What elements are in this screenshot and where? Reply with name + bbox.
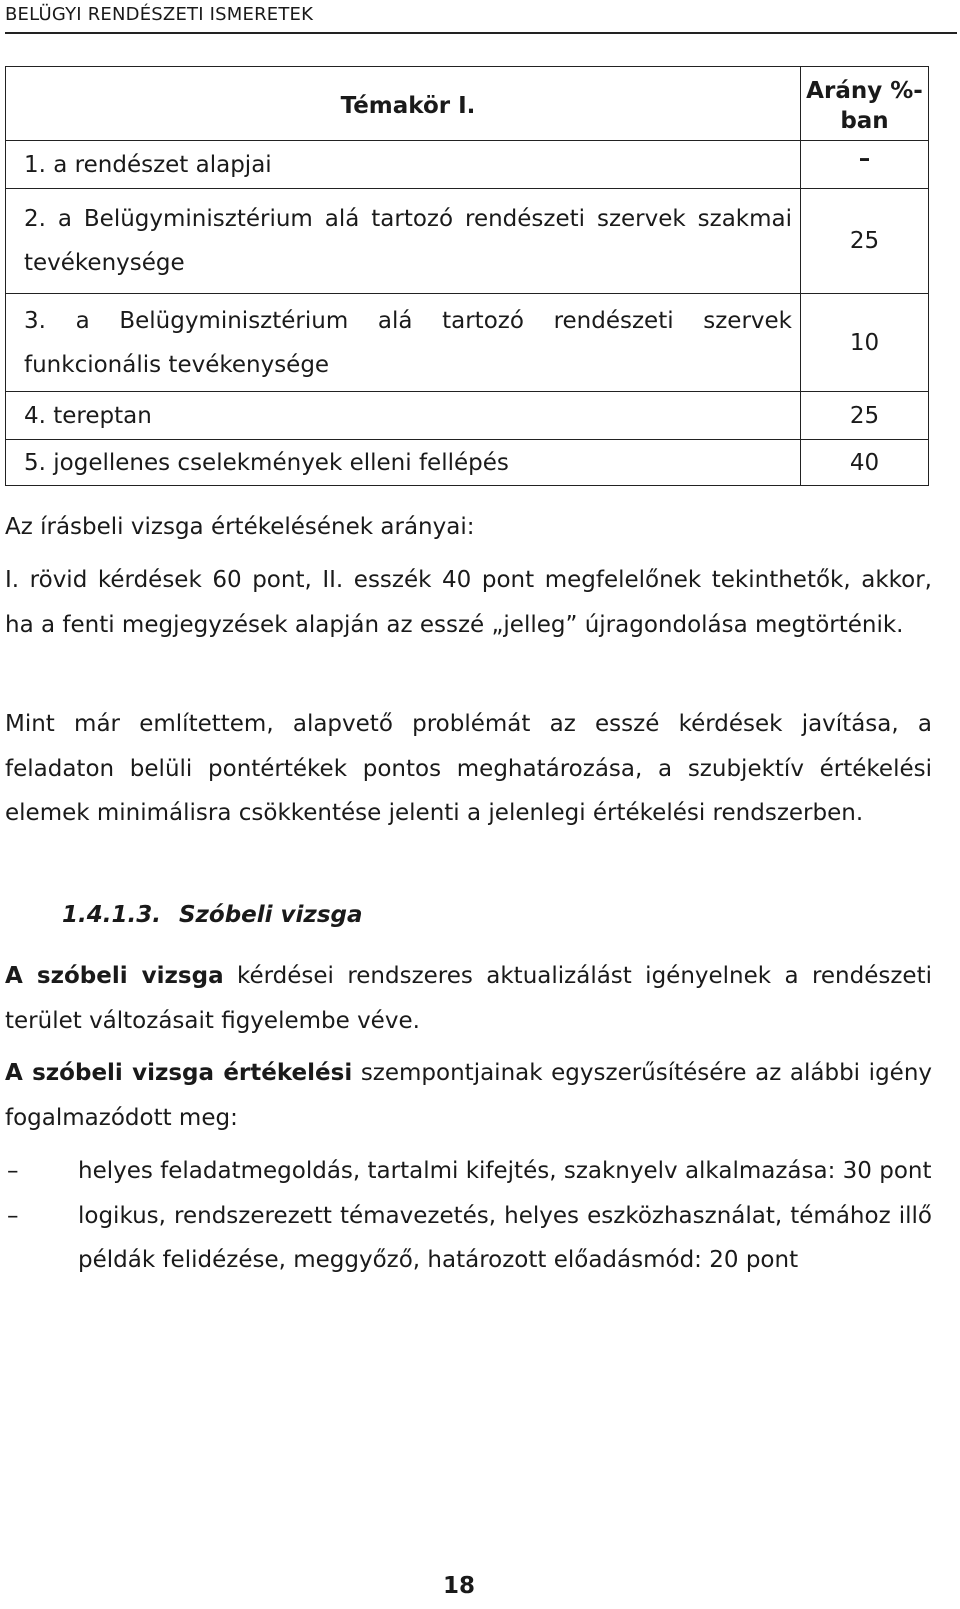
header-rule [5, 32, 957, 34]
value-cell: 25 [801, 189, 929, 294]
bold-lead: A szóbeli vizsga [5, 963, 224, 989]
paragraph-oral-exam [5, 954, 932, 1043]
topic-cell: 4. tereptan [6, 392, 801, 440]
value-cell: 25 [801, 392, 929, 440]
table-row [6, 189, 929, 294]
topic-cell: 1. a rendészet alapjai [6, 141, 801, 189]
list-item-text: logikus, rendszerezett témavezetés, helyes eszközhasználat, témához illő példák felidézése, meggyőző, határozott előadásmód: 20 pont [78, 1202, 932, 1273]
topic-cell: 3. a Belügyminisztérium alá tartozó rendészeti szervek funkcionális tevékenysége [6, 294, 801, 392]
value-cell: 10 [801, 294, 929, 392]
table-row [6, 392, 929, 440]
table-row [6, 440, 929, 486]
list-item [5, 1194, 932, 1283]
list-item-text: helyes feladatmegoldás, tartalmi kifejtés, szaknyelv alkalmazása: 30 pont [78, 1158, 932, 1184]
table-row [6, 141, 929, 189]
dash-bullet: – [7, 1202, 19, 1229]
paragraph-ratios: I. rövid kérdések 60 pont, II. esszék 40 pont megfelelőnek tekinthetők, akkor, ha a fenti megjegyzések alapján az esszé „jelleg” újragondolása megtörténik. [5, 567, 932, 638]
paragraph-oral-evaluation [5, 1051, 932, 1140]
ratio-column-header: Arány %-ban [801, 67, 929, 141]
paragraph-rest: szempontjainak egyszerűsítésére az alábbi igény fogalmazódott meg: [5, 1060, 933, 1131]
topic-column-header: Témakör I. [6, 67, 801, 141]
table-row [6, 294, 929, 392]
section-number: 1.4.1.3. [62, 902, 161, 928]
value-cell: 40 [801, 440, 929, 486]
value-cell [801, 141, 929, 189]
running-header: BELÜGYI RENDÉSZETI ISMERETEK [5, 4, 314, 25]
bold-lead: A szóbeli vizsga értékelési [5, 1060, 353, 1086]
topic-cell: 5. jogellenes cselekmények elleni fellépés [6, 440, 801, 486]
page-number: 18 [443, 1573, 476, 1599]
section-title: Szóbeli vizsga [178, 902, 363, 928]
criteria-list [5, 1149, 932, 1283]
paragraph-rest: kérdései rendszeres aktualizálást igényelnek a rendészeti terület változásait figyelembe véve. [5, 963, 932, 1034]
ratios-label: Az írásbeli vizsga értékelésének arányai: [5, 514, 475, 540]
topic-cell: 2. a Belügyminisztérium alá tartozó rendészeti szervek szakmai tevékenysége [6, 189, 801, 294]
value-text: – [858, 145, 871, 172]
paragraph-problems: Mint már említettem, alapvető problémát az esszé kérdések javítása, a feladaton belüli pontértékek pontos meghatározása, a szubjektív értékelési elemek minimálisra csökkentése jelenti a jelenlegi értékelési rendszerben. [5, 711, 932, 826]
topics-table [5, 66, 929, 486]
section-heading [62, 902, 363, 928]
dash-bullet: – [7, 1158, 19, 1184]
table-header-row [6, 67, 929, 141]
list-item [5, 1149, 932, 1194]
